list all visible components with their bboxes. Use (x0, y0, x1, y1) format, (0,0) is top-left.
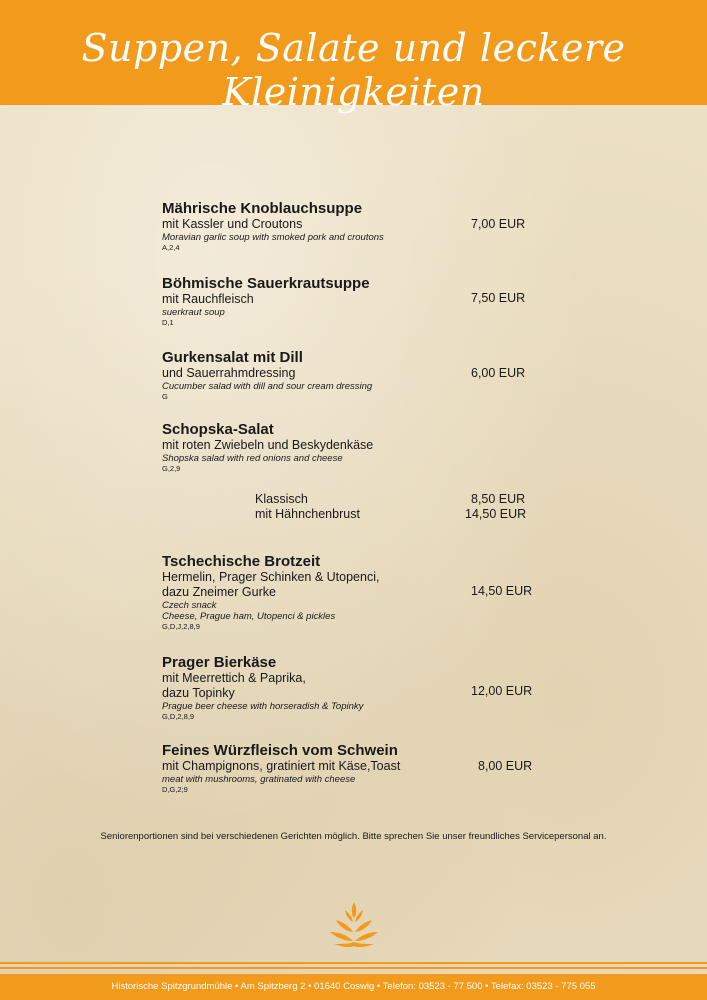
footer-bar (0, 974, 707, 1000)
item-title: Prager Bierkäse (162, 654, 277, 671)
item-description: mit roten Zwiebeln und Beskydenkäse (162, 438, 374, 452)
item-allergens: D,G,2;9 (162, 785, 188, 794)
item-english: Czech snack (162, 600, 217, 611)
item-price: 12,00 EUR (471, 684, 533, 698)
item-english: meat with mushrooms, gratinated with cheese (162, 774, 356, 785)
item-description: mit Rauchfleisch (162, 292, 254, 306)
senior-portion-note: Seniorenportionen sind bei verschiedenen Gerichten möglich. Bitte sprechen Sie unser freundliches Servicepersonal an. (100, 831, 607, 842)
wheat-leaf-icon (328, 900, 380, 950)
variant-price: 14,50 EUR (465, 507, 527, 521)
item-title: Mährische Knoblauchsuppe (162, 200, 363, 217)
item-description: mit Champignons, gratiniert mit Käse,Toast (162, 759, 401, 773)
item-english: Cheese, Prague ham, Utopenci & pickles (162, 611, 336, 622)
item-english: suerkraut soup (162, 307, 225, 318)
item-allergens: G,2,9 (162, 464, 181, 473)
item-allergens: A,2,4 (162, 243, 180, 252)
item-allergens: G,D,2,8,9 (162, 712, 195, 721)
item-english: Moravian garlic soup with smoked pork and croutons (162, 232, 384, 243)
item-price: 14,50 EUR (471, 584, 533, 598)
item-description: und Sauerrahmdressing (162, 366, 296, 380)
menu-item (162, 421, 562, 474)
item-description: Hermelin, Prager Schinken & Utopenci, (162, 570, 380, 584)
item-allergens: D,1 (162, 318, 174, 327)
variant-label: Klassisch (255, 492, 308, 506)
item-description: dazu Topinky (162, 686, 235, 700)
footer-divider (0, 962, 707, 964)
item-allergens: G (162, 392, 168, 401)
item-description: mit Meerrettich & Paprika, (162, 671, 306, 685)
header-banner (0, 0, 707, 114)
page-title: Suppen, Salate und leckere Kleinigkeiten (81, 26, 626, 114)
footer-address: Historische Spitzgrundmühle • Am Spitzberg 2 • 01640 Coswig • Telefon: 03523 - 77 500 • Telefax: 03523 - 775 055 (111, 981, 596, 992)
item-description: dazu Zneimer Gurke (162, 585, 276, 599)
item-title: Feines Würzfleisch vom Schwein (162, 742, 398, 759)
variant-price: 8,50 EUR (471, 492, 526, 506)
footer-divider (0, 967, 707, 969)
item-price: 8,00 EUR (478, 759, 533, 773)
item-english: Prague beer cheese with horseradish & Topinky (162, 701, 364, 712)
item-title: Gurkensalat mit Dill (162, 349, 303, 366)
item-price: 7,50 EUR (471, 291, 526, 305)
item-description: mit Kassler und Croutons (162, 217, 303, 231)
item-allergens: G,D,J,2,8,9 (162, 622, 200, 631)
item-price: 7,00 EUR (471, 217, 526, 231)
item-english: Shopska salad with red onions and cheese (162, 453, 343, 464)
variant-label: mit Hähnchenbrust (255, 507, 360, 521)
item-title: Böhmische Sauerkrautsuppe (162, 275, 370, 292)
item-english: Cucumber salad with dill and sour cream dressing (162, 381, 373, 392)
item-title: Tschechische Brotzeit (162, 553, 321, 570)
item-price: 6,00 EUR (471, 366, 526, 380)
item-title: Schopska-Salat (162, 421, 274, 438)
